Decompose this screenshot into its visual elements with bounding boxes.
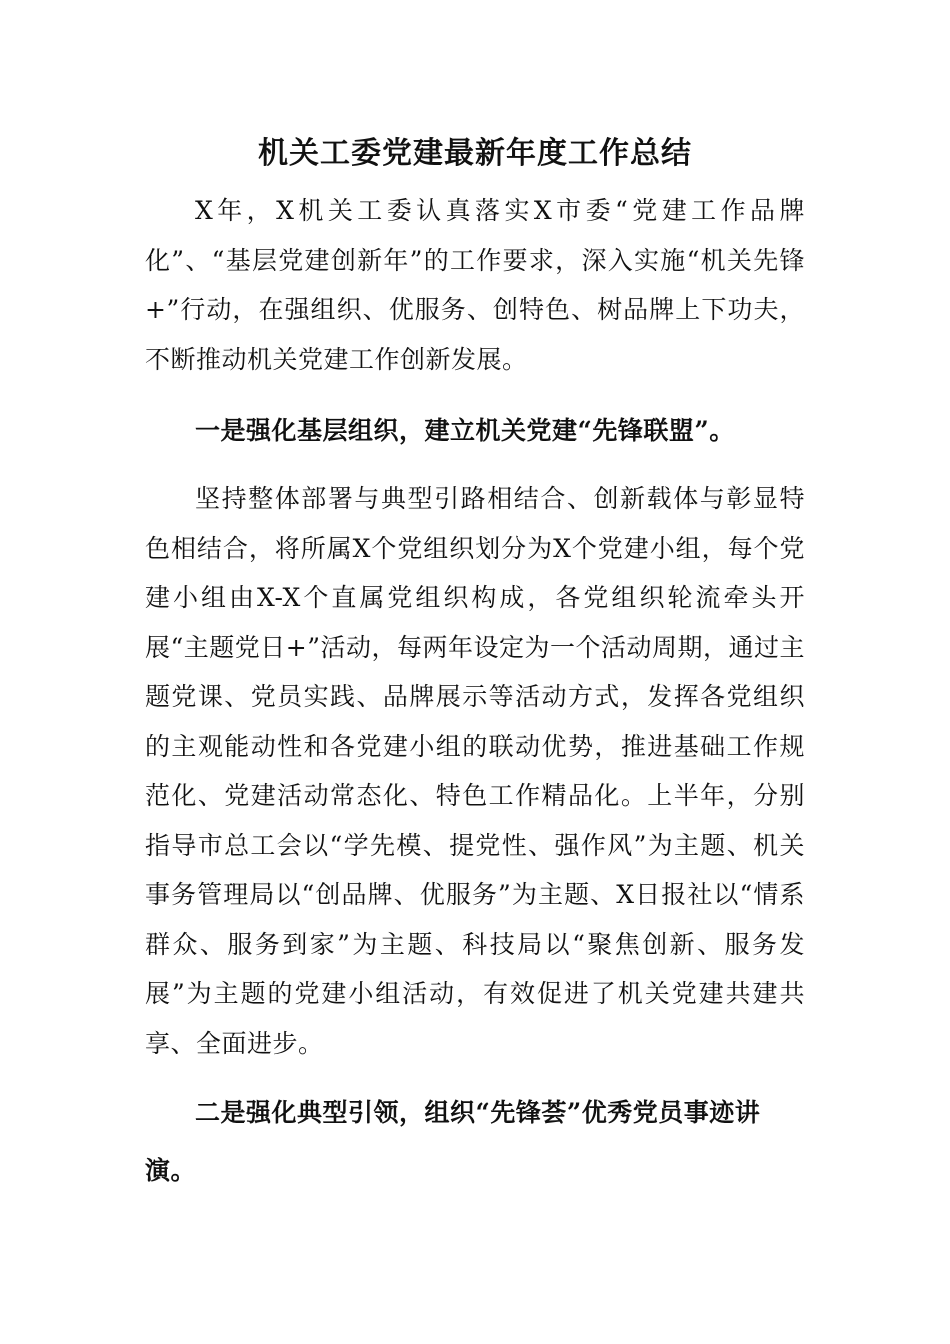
section-1-paragraph: 坚持整体部署与典型引路相结合、创新载体与彰显特色相结合，将所属X个党组织划分为X个党建小组，每个党建小组由X-X个直属党组织构成，各党组织轮流牵头开展“主题党日+”活动，每两年设定为一个活动周期，通过主题党课、党员实践、品牌展示等活动方式，发挥各党组织的主观能动性和各党建小组的联动优势，推进基础工作规范化、党建活动常态化、特色工作精品化。上半年，分别指导市总工会以“学先模、提党性、强作风”为主题、机关事务管理局以“创品牌、优服务”为主题、X日报社以“情系群众、服务到家”为主题、科技局以“聚焦创新、服务发展”为主题的党建小组活动，有效促进了机关党建共建共享、全面进步。 xyxy=(145,484,806,1058)
document-page xyxy=(145,120,805,1200)
intro-paragraph: X年，X机关工委认真落实X市委“党建工作品牌化”、“基层党建创新年”的工作要求，深入实施“机关先锋+”行动，在强组织、优服务、创特色、树品牌上下功夫，不断推动机关党建工作创新发展。 xyxy=(145,196,805,374)
document-title: 机关工委党建最新年度工作总结 xyxy=(258,136,692,171)
section-heading-1: 一是强化基层组织，建立机关党建“先锋联盟”。 xyxy=(195,416,735,445)
section-heading-2: 二是强化典型引领，组织“先锋荟”优秀党员事迹讲演。 xyxy=(145,1098,761,1185)
